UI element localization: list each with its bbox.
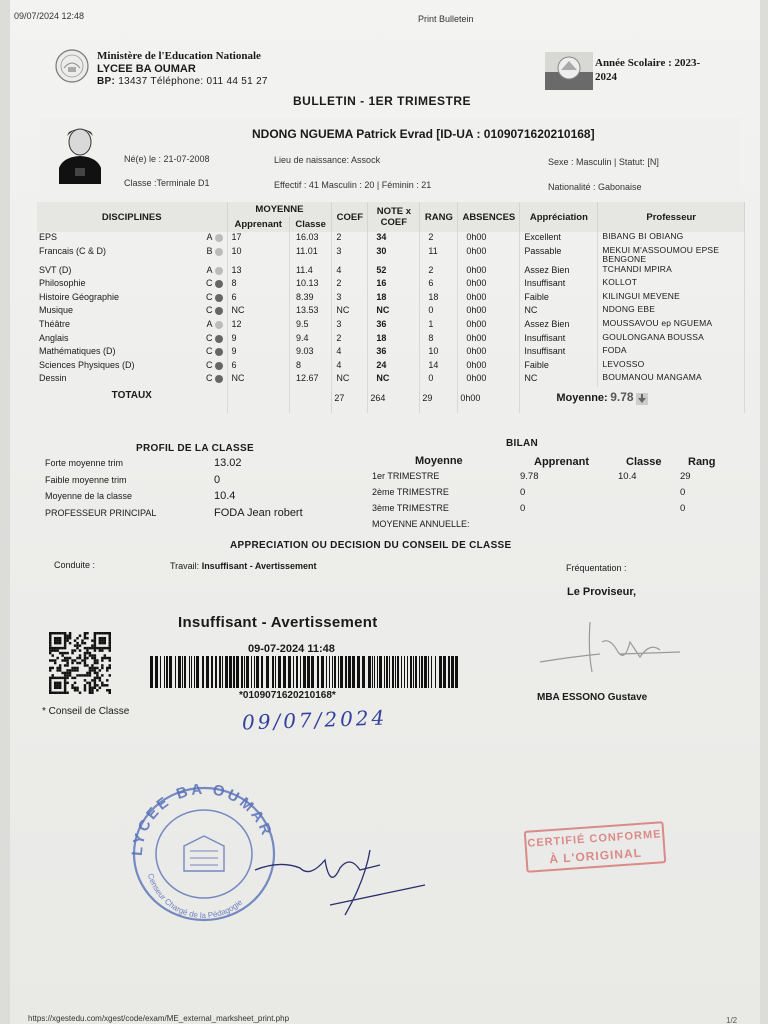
col-classe: Classe [289,217,331,232]
rang-cell: 6 [420,278,458,292]
table-row [37,373,745,387]
discipline-name: Sciences Physiques (D) [39,359,135,370]
absences-cell: 0h00 [458,333,520,347]
appreciation-cell: NC [520,373,598,387]
barcode-text: *0109071620210168* [239,690,336,701]
discipline-cell [37,265,227,279]
moyenne-apprenant: 9 [227,333,289,347]
grade-indicator-icon [215,267,223,275]
proviseur-name: MBA ESSONO Gustave [537,692,648,703]
coef-cell: NC [332,305,368,319]
discipline-cell [37,360,227,374]
totaux-note: 264 [368,387,420,413]
coef-cell: 3 [332,246,368,265]
coef-cell: 2 [332,278,368,292]
discipline-name: Histoire Géographie [39,291,120,302]
note-coef-cell: 30 [368,246,420,265]
profil-title: PROFIL DE LA CLASSE [136,443,254,454]
handwritten-date: 09/07/2024 [241,705,388,735]
note-coef-cell: 52 [368,265,420,279]
note-coef-cell: 36 [368,319,420,333]
qr-code [46,632,114,694]
bp-value: 13437 Téléphone: 011 44 51 27 [118,76,268,87]
student-name: NDONG NGUEMA Patrick Evrad [ID-UA : 010907162021016​8] [252,127,595,141]
moyenne-apprenant: 6 [227,360,289,374]
grade-indicator-icon [215,280,223,288]
grade-letter: C [206,346,213,357]
appreciation-cell: Passable [520,246,598,265]
student-birthplace: Lieu de naissance: Assock [274,155,381,165]
student-avatar [55,124,105,184]
professeur-cell: MOUSSAVOU ep NGUEMA [598,319,745,333]
col-note-coef: NOTE x COEF [368,202,420,232]
col-professeur: Professeur [598,202,745,232]
table-row [37,346,745,360]
col-appreciation: Appréciation [520,202,598,232]
profil-label: Moyenne de la classe [45,491,133,501]
grade-letter: A [206,232,213,242]
grade-letter: C [206,332,213,343]
profil-value: FODA Jean robert [214,507,303,519]
certified-stamp [524,821,667,873]
grade-letter: C [206,305,213,316]
moyenne-apprenant: 9 [227,346,289,360]
grade-letter: C [206,291,213,302]
trend-down-icon [636,393,648,405]
frequentation-label: Fréquentation : [566,563,627,573]
coef-cell: 3 [332,292,368,306]
profil-value: 10.4 [214,490,236,502]
certified-line2: À L'ORIGINAL [548,845,643,867]
col-absences: ABSENCES [458,202,520,232]
bulletin-page [10,0,760,1024]
note-coef-cell: 18 [368,292,420,306]
bp-label: BP: [97,76,116,87]
decision-text: Insuffisant - Avertissement [178,614,378,631]
student-nationality: Nationalité : Gabonaise [548,182,642,192]
grade-letter: C [206,278,213,289]
table-row [37,360,745,374]
professeur-cell: BOUMANOU MANGAMA [598,373,745,387]
profil-value: 0 [214,474,221,486]
totaux-row [37,387,745,413]
travail-field [170,561,317,571]
moyenne-classe: 9.5 [289,319,331,333]
totaux-coef: 27 [332,387,368,413]
grade-indicator-icon [215,294,223,302]
rang-cell: 2 [420,232,458,246]
discipline-cell [37,232,227,246]
appreciation-cell: Insuffisant [520,346,598,360]
moyenne-classe: 16.03 [289,232,331,246]
discipline-name: Théâtre [39,318,71,329]
professeur-cell: BIBANG BI OBIANG [598,232,745,246]
note-coef-cell: 34 [368,232,420,246]
coef-cell: NC [332,373,368,387]
absences-cell: 0h00 [458,292,520,306]
bilan-h-moyenne: Moyenne [415,455,463,467]
absences-cell: 0h00 [458,373,520,387]
discipline-cell [37,373,227,387]
school-name: LYCEE BA OUMAR [97,63,196,75]
rang-cell: 10 [420,346,458,360]
table-row [37,305,745,319]
absences-cell: 0h00 [458,278,520,292]
grade-letter: B [206,245,213,256]
rang-cell: 14 [420,360,458,374]
appreciation-cell: Insuffisant [520,333,598,347]
bilan-classe: 10.4 [618,471,637,482]
bilan-rang: 0 [680,487,686,498]
moyenne-classe: 11.4 [289,265,331,279]
totaux-empty-1 [227,387,289,413]
discipline-cell [37,319,227,333]
discipline-name: Musique [39,305,74,316]
travail-label: Travail: [170,561,200,571]
discipline-cell [37,278,227,292]
discipline-name: Anglais [39,332,69,343]
moyenne-classe: 8.39 [289,292,331,306]
bilan-h-rang: Rang [688,456,716,468]
moyenne-apprenant: NC [227,373,289,387]
note-coef-cell: 18 [368,333,420,347]
svg-text:Censeur Chargé de la Pédagogie [146,872,245,920]
discipline-name: SVT (D) [39,264,72,275]
student-class: Classe :Terminale D1 [124,178,210,188]
school-year-line1: Année Scolaire : 2023- [595,57,701,69]
school-year [595,56,700,84]
rang-cell: 8 [420,333,458,347]
col-coef: COEF [332,202,368,232]
ministry-name: Ministère de l'Education Nationale [97,50,261,62]
discipline-cell [37,333,227,347]
moyenne-classe: 10.13 [289,278,331,292]
bilan-trimestre-label: 2ème TRIMESTRE [372,487,449,497]
bilan-h-apprenant: Apprenant [534,456,589,468]
absences-cell: 0h00 [458,246,520,265]
seal-bottom-text: Censeur Chargé de la Pédagogie [145,872,245,921]
coef-cell: 4 [332,360,368,374]
professeur-cell: KOLLOT [598,278,745,292]
moyenne-label: Moyenne: [556,391,608,404]
grades-table [37,202,745,413]
grade-letter: A [206,318,213,329]
conduite-label: Conduite : [54,560,96,570]
grade-indicator-icon [215,375,223,383]
professeur-cell: LEVOSSO [598,360,745,374]
print-page-number: 1/2 [726,1016,738,1024]
absences-cell: 0h00 [458,360,520,374]
bilan-trimestre-label: 3ème TRIMESTRE [372,503,449,513]
absences-cell: 0h00 [458,232,520,246]
appreciation-cell: Insuffisant [520,278,598,292]
professeur-cell: TCHANDI MPIRA [598,265,745,279]
coef-cell: 4 [332,265,368,279]
professeur-cell: MEKUI M'ASSOUMOU EPSE BENGONE [598,246,745,265]
professeur-cell: GOULONGANA BOUSSA [598,333,745,347]
table-row [37,265,745,279]
profil-value: 13.02 [214,457,242,469]
grade-letter: C [206,373,213,384]
print-datetime: 09/07/2024 12:48 [14,11,85,21]
discipline-cell [37,292,227,306]
bulletin-title: BULLETIN - 1ER TRIMESTRE [293,94,472,108]
grade-letter: C [206,359,213,370]
moyenne-classe: 13.53 [289,305,331,319]
student-sex-status: Sexe : Masculin | Statut: [N] [548,157,659,167]
note-coef-cell: NC [368,373,420,387]
discipline-name: Philosophie [39,278,86,289]
moyenne-classe: 12.67 [289,373,331,387]
moyenne-apprenant: 12 [227,319,289,333]
class-effectif: Effectif : 41 Masculin : 20 | Féminin : 21 [274,180,432,190]
rang-cell: 0 [420,373,458,387]
table-row [37,333,745,347]
absences-cell: 0h00 [458,319,520,333]
table-row [37,246,745,265]
moyenne-value: 9.78 [610,389,634,404]
bilan-apprenant: 9.78 [520,471,539,482]
totaux-empty-2 [289,387,331,413]
moyenne-classe: 8 [289,360,331,374]
absences-cell: 0h00 [458,305,520,319]
profil-label: Forte moyenne trim [45,458,124,468]
table-row [37,292,745,306]
moyenne-apprenant: 10 [227,246,289,265]
conseil-note: * Conseil de Classe [42,706,130,717]
moyenne-classe: 9.4 [289,333,331,347]
coef-cell: 2 [332,232,368,246]
discipline-name: EPS [39,232,58,242]
travail-value: Insuffisant - Avertissement [201,561,317,571]
col-disciplines: DISCIPLINES [37,202,227,232]
rang-cell: 11 [420,246,458,265]
appreciation-cell: Assez Bien [520,319,598,333]
bilan-title: BILAN [506,438,539,449]
appreciation-cell: Excellent [520,232,598,246]
grade-indicator-icon [215,362,223,370]
rang-cell: 0 [420,305,458,319]
censeur-signature [250,830,440,920]
note-coef-cell: NC [368,305,420,319]
print-title: Print Bulletein [418,14,474,24]
totaux-rang: 29 [420,387,458,413]
coef-cell: 3 [332,319,368,333]
professeur-cell: KILINGUI MEVENE [598,292,745,306]
discipline-cell [37,246,227,265]
discipline-name: Dessin [39,373,67,384]
barcode-date: 09-07-2024 11:48 [248,643,335,655]
rang-cell: 18 [420,292,458,306]
bilan-rang: 29 [680,471,691,482]
table-row [37,278,745,292]
grade-indicator-icon [215,234,223,242]
note-coef-cell: 24 [368,360,420,374]
moyenne-apprenant: 17 [227,232,289,246]
note-coef-cell: 36 [368,346,420,360]
discipline-name: Francais (C & D) [39,245,107,256]
school-logo [545,52,593,90]
school-year-line2: 2024 [595,71,617,83]
discipline-cell [37,305,227,319]
barcode [148,656,461,688]
moyenne-classe: 9.03 [289,346,331,360]
moyenne-apprenant: 8 [227,278,289,292]
grade-letter: A [206,264,213,275]
bilan-rang: 0 [680,503,686,514]
table-row [37,319,745,333]
moyenne-apprenant: 13 [227,265,289,279]
proviseur-signature [530,612,690,682]
bilan-apprenant: 0 [520,503,526,514]
rang-cell: 2 [420,265,458,279]
coef-cell: 4 [332,346,368,360]
moyenne-apprenant: NC [227,305,289,319]
totaux-label: TOTAUX [37,387,227,413]
print-url: https://xgestedu.com/xgest/code/exam/ME_external_marksheet_print.php [28,1014,290,1023]
totaux-abs: 0h00 [458,387,520,413]
bilan-trimestre-label: 1er TRIMESTRE [372,471,440,481]
appreciation-cell: Faible [520,360,598,374]
profil-label: PROFESSEUR PRINCIPAL [45,508,157,518]
certified-line1: CERTIFIÉ CONFORME [527,828,662,850]
appreciation-cell: Assez Bien [520,265,598,279]
profil-label: Faible moyenne trim [45,475,127,485]
professeur-cell: NDONG EBE [598,305,745,319]
student-birthdate: Né(e) le : 21-07-2008 [124,154,210,164]
grade-indicator-icon [215,321,223,329]
table-row [37,232,745,246]
col-moyenne: MOYENNE [227,202,332,217]
note-coef-cell: 16 [368,278,420,292]
conseil-title: APPRECIATION OU DECISION DU CONSEIL DE CLASSE [230,540,512,551]
absences-cell: 0h00 [458,346,520,360]
discipline-name: Mathématiques (D) [39,346,116,357]
col-apprenant: Apprenant [227,217,289,232]
bilan-h-classe: Classe [626,456,662,468]
school-contact [97,76,268,87]
grade-indicator-icon [215,307,223,315]
grade-indicator-icon [215,335,223,343]
grade-indicator-icon [215,248,223,256]
totaux-moyenne [520,387,745,413]
moyenne-classe: 11.01 [289,246,331,265]
moyenne-apprenant: 6 [227,292,289,306]
bilan-apprenant: 0 [520,487,526,498]
col-rang: RANG [420,202,458,232]
appreciation-cell: Faible [520,292,598,306]
absences-cell: 0h00 [458,265,520,279]
coef-cell: 2 [332,333,368,347]
professeur-cell: FODA [598,346,745,360]
discipline-cell [37,346,227,360]
bilan-trimestre-label: MOYENNE ANNUELLE: [372,519,470,529]
proviseur-label: Le Proviseur, [567,586,637,598]
ministry-logo [54,48,90,84]
rang-cell: 1 [420,319,458,333]
grade-indicator-icon [215,348,223,356]
appreciation-cell: NC [520,305,598,319]
seal-text: LYCEE BA OUMAR [128,780,276,857]
